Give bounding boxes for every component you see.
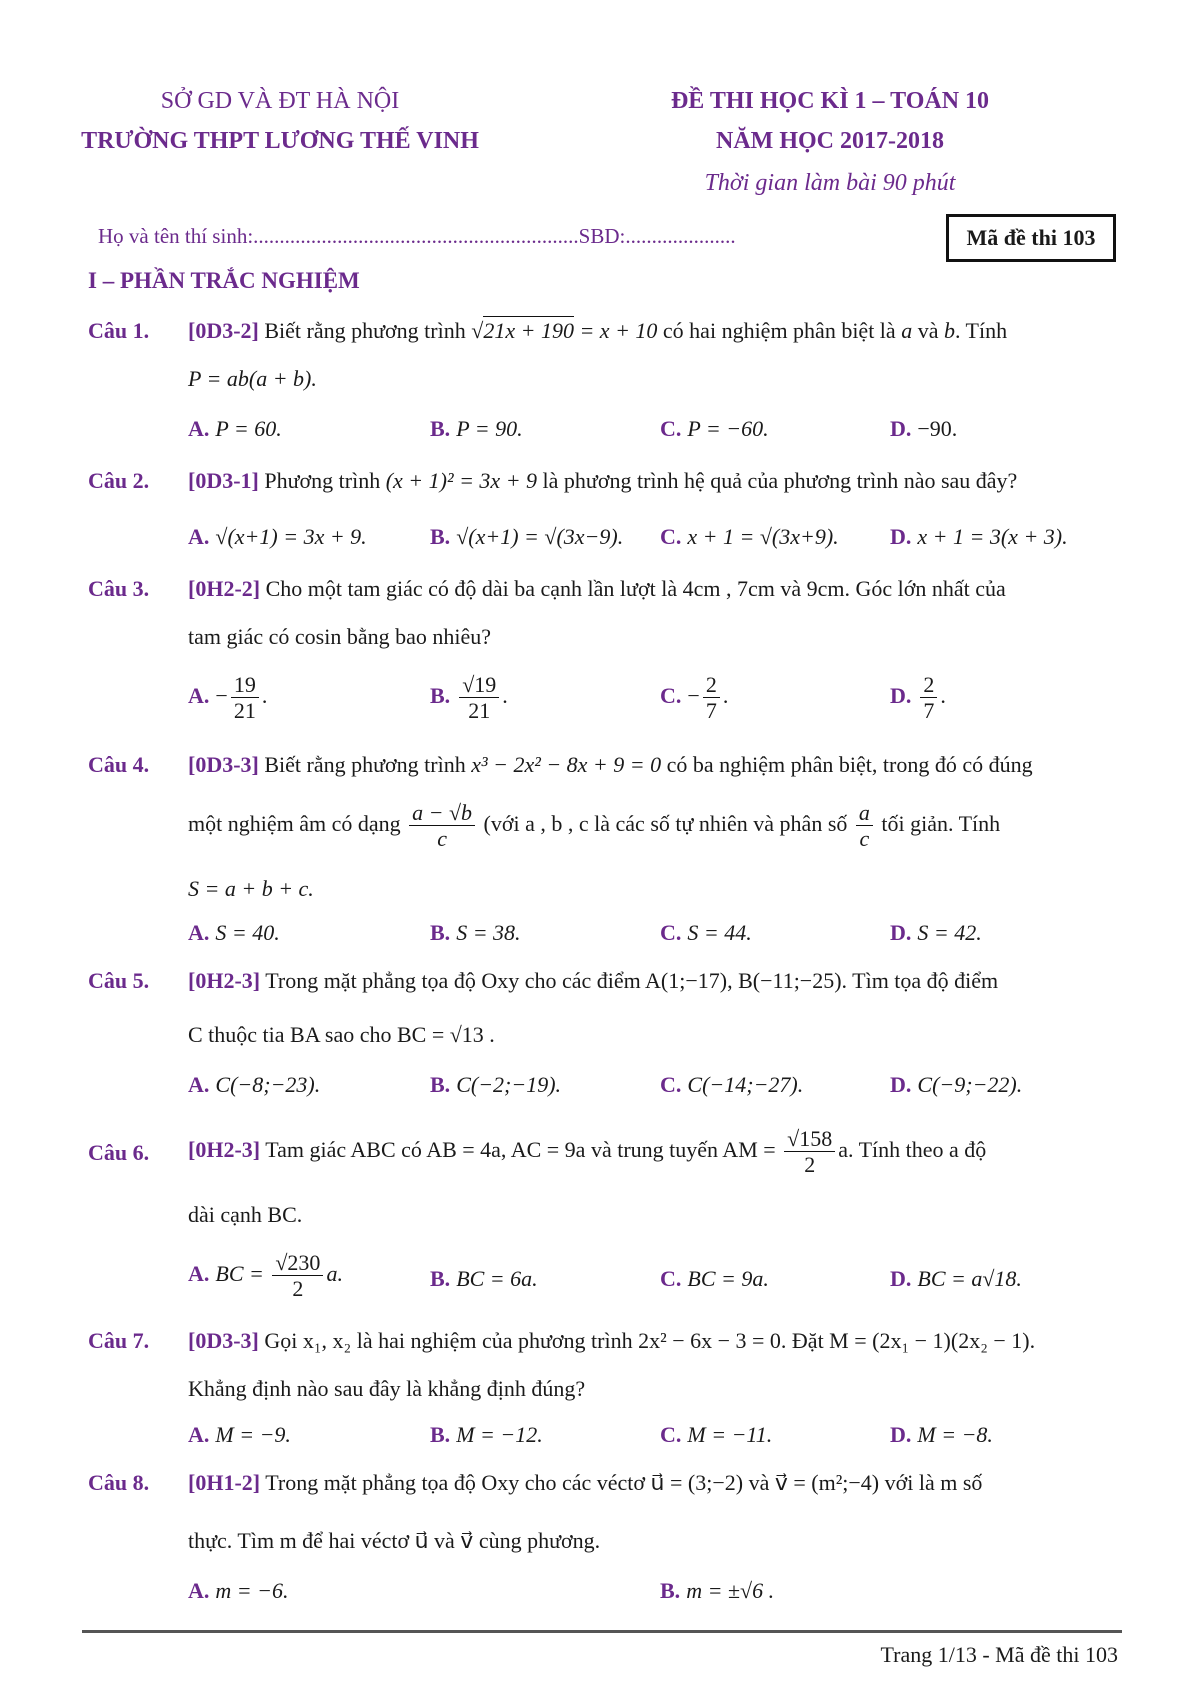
question-3-option-c[interactable]: C. − $\frac{2}{7}$ . <box>660 672 729 724</box>
footer-divider <box>82 1630 1122 1633</box>
question-3-text: [0H2-2] Cho một tam giác có độ dài ba cạnh lần lượt là 4cm , 7cm và 9cm. Góc lớn nhất của <box>188 576 1006 601</box>
question-6-option-d[interactable]: D. BC = a√18. <box>890 1266 1022 1291</box>
question-5-option-d[interactable]: D. C(−9;−22). <box>890 1072 1023 1097</box>
candidate-info-line: Họ và tên thí sinh:..............................................................SBD:..................... <box>98 224 736 248</box>
exam-title: ĐỀ THI HỌC KÌ 1 – TOÁN 10 <box>670 88 990 114</box>
question-2-text: [0D3-1] Phương trình (x + 1)² = 3x + 9 là phương trình hệ quả của phương trình nào sau đây? <box>188 468 1018 493</box>
school-year: NĂM HỌC 2017-2018 <box>716 128 944 154</box>
question-6-label: Câu 6. <box>88 1140 150 1165</box>
question-5-option-b[interactable]: B. C(−2;−19). <box>430 1072 562 1097</box>
question-2-option-b[interactable]: B. √(x+1) = √(3x−9). <box>430 524 624 549</box>
question-2-option-d[interactable]: D. x + 1 = 3(x + 3). <box>890 524 1068 549</box>
question-7-option-b[interactable]: B. M = −12. <box>430 1422 543 1447</box>
school-name: TRƯỜNG THPT LƯƠNG THẾ VINH <box>81 128 479 154</box>
exam-code-box <box>946 214 1116 262</box>
question-4-option-d[interactable]: D. S = 42. <box>890 920 982 945</box>
question-4-option-b[interactable]: B. S = 38. <box>430 920 521 945</box>
question-5-text: [0H2-3] Trong mặt phẳng tọa độ Oxy cho các điểm A(1;−17), B(−11;−25). Tìm tọa độ điểm <box>188 968 999 993</box>
page-footer: Trang 1/13 - Mã đề thi 103 <box>880 1642 1118 1667</box>
question-3-option-b[interactable]: B. $\frac{√19}{21}$ . <box>430 672 508 724</box>
question-8-text: [0H1-2] Trong mặt phẳng tọa độ Oxy cho các véctơ u⃗ = (3;−2) và v⃗ = (m²;−4) với là m số <box>188 1470 983 1495</box>
section-title: I – PHẦN TRẮC NGHIỆM <box>88 268 360 293</box>
question-4-label: Câu 4. <box>88 752 150 777</box>
question-2-label: Câu 2. <box>88 468 150 493</box>
exam-code: Mã đề thi 103 <box>966 225 1096 250</box>
question-8-label: Câu 8. <box>88 1470 150 1495</box>
question-6-text: [0H2-3] Tam giác ABC có AB = 4a, AC = 9a và trung tuyến AM = $\frac{√158}{2}$ a. Tính theo a độ <box>188 1126 987 1178</box>
question-8-text-line2: thực. Tìm m để hai véctơ u⃗ và v⃗ cùng phương. <box>188 1528 601 1553</box>
question-7-option-d[interactable]: D. M = −8. <box>890 1422 993 1447</box>
question-4-text: [0D3-3] Biết rằng phương trình x³ − 2x² − 8x + 9 = 0 có ba nghiệm phân biệt, trong đó có đúng <box>188 752 1033 777</box>
question-1-tag: [0D3-2] <box>188 318 259 343</box>
question-1-text-line2: P = ab(a + b). <box>188 366 317 391</box>
question-2-option-a[interactable]: A. √(x+1) = 3x + 9. <box>188 524 367 549</box>
question-7-text-line2: Khẳng định nào sau đây là khẳng định đúng? <box>188 1376 586 1401</box>
question-8-option-a[interactable]: A. m = −6. <box>188 1578 289 1603</box>
question-6-option-c[interactable]: C. BC = 9a. <box>660 1266 769 1291</box>
question-1-option-c[interactable]: C. P = −60. <box>660 416 769 441</box>
question-7-option-c[interactable]: C. M = −11. <box>660 1422 773 1447</box>
question-7-text: [0D3-3] Gọi x₁, x₂ là hai nghiệm của phương trình 2x² − 6x − 3 = 0. Đặt M = (2x₁ − 1)(2x₂ − 1). <box>188 1328 1036 1353</box>
question-4-text-line2: một nghiệm âm có dạng $\frac{a - √b}{c}$ (với a , b , c là các số tự nhiên và phân số $\frac{a}{c}$ tối giản. Tính <box>188 800 1001 852</box>
question-2-option-c[interactable]: C. x + 1 = √(3x+9). <box>660 524 839 549</box>
question-1-text: [0D3-2] Biết rằng phương trình √21x + 190 = x + 10 có hai nghiệm phân biệt là a và b. Tính <box>188 318 1008 343</box>
question-3-text-line2: tam giác có cosin bằng bao nhiêu? <box>188 624 492 649</box>
question-8-option-b[interactable]: B. m = ±√6 . <box>660 1578 775 1603</box>
question-1-option-b[interactable]: B. P = 90. <box>430 416 523 441</box>
question-3-option-a[interactable]: A. − $\frac{19}{21}$ . <box>188 672 268 724</box>
question-5-label: Câu 5. <box>88 968 150 993</box>
question-3-label: Câu 3. <box>88 576 150 601</box>
question-4-text-line3: S = a + b + c. <box>188 876 314 901</box>
question-1-option-d[interactable]: D. −90. <box>890 416 958 441</box>
question-5-text-line2: C thuộc tia BA sao cho BC = √13 . <box>188 1022 495 1047</box>
question-1-option-a[interactable]: A. P = 60. <box>188 416 282 441</box>
question-7-option-a[interactable]: A. M = −9. <box>188 1422 291 1447</box>
question-6-option-b[interactable]: B. BC = 6a. <box>430 1266 538 1291</box>
question-3-option-d[interactable]: D. $\frac{2}{7}$ . <box>890 672 946 724</box>
question-4-option-a[interactable]: A. S = 40. <box>188 920 280 945</box>
question-5-option-a[interactable]: A. C(−8;−23). <box>188 1072 321 1097</box>
question-5-option-c[interactable]: C. C(−14;−27). <box>660 1072 804 1097</box>
exam-duration: Thời gian làm bài 90 phút <box>704 170 956 196</box>
department-name: SỞ GD VÀ ĐT HÀ NỘI <box>160 88 400 114</box>
question-6-text-line2: dài cạnh BC. <box>188 1202 303 1227</box>
question-1-label: Câu 1. <box>88 318 150 343</box>
question-6-option-a[interactable]: A. BC = $\frac{√230}{2}$ a. <box>188 1250 343 1302</box>
question-7-label: Câu 7. <box>88 1328 150 1353</box>
question-4-option-c[interactable]: C. S = 44. <box>660 920 752 945</box>
